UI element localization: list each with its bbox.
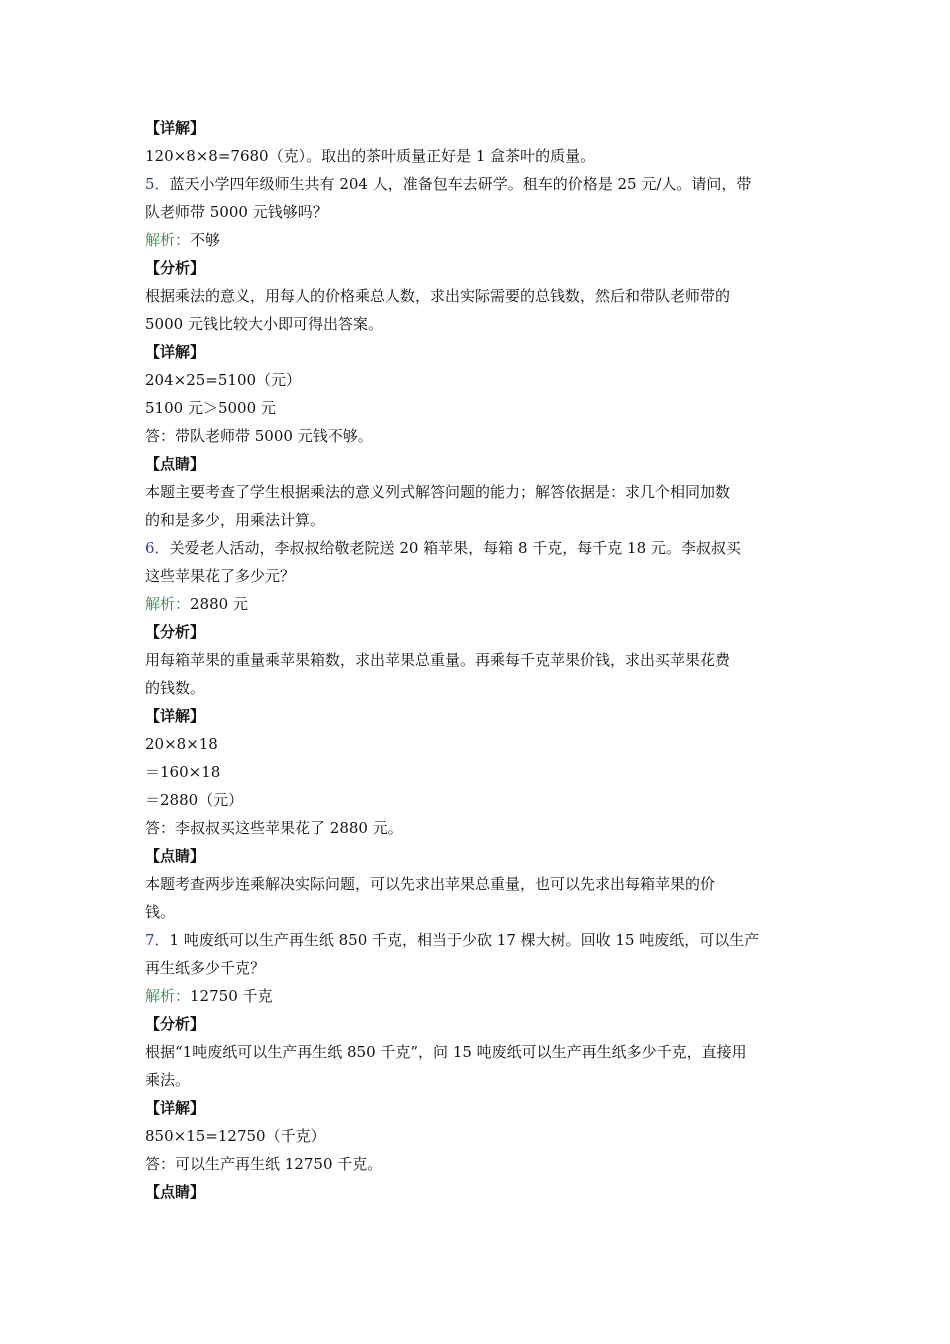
body-text-line: 5100 元＞5000 元 (145, 399, 276, 417)
question-line (145, 534, 815, 562)
body-text-line: 钱。 (145, 903, 176, 921)
question-number: 7． (145, 931, 170, 949)
analysis-prefix: 解析： (145, 987, 191, 1005)
answer-text: 不够 (190, 231, 221, 249)
section-label: 【详解】 (145, 707, 206, 725)
section-label: 【分析】 (145, 259, 206, 277)
answer-line (145, 226, 815, 254)
section-label: 【详解】 (145, 1099, 206, 1117)
body-text-line: 答：李叔叔买这些苹果花了 2880 元。 (145, 819, 403, 837)
body-text-line: 答：可以生产再生纸 12750 千克。 (145, 1155, 383, 1173)
body-text-line: 本题考查两步连乘解决实际问题，可以先求出苹果总重量，也可以先求出每箱苹果的价 (145, 875, 716, 893)
section-label: 【详解】 (145, 119, 206, 137)
section-label: 【分析】 (145, 623, 206, 641)
body-text-line: 本题主要考查了学生根据乘法的意义列式解答问题的能力；解答依据是：求几个相同加数 (145, 483, 731, 501)
body-text-line: ＝2880（元） (145, 791, 244, 809)
body-text-line: 再生纸多少千克？ (145, 959, 266, 977)
body-text-line: 这些苹果花了多少元？ (145, 567, 296, 585)
section-label: 【详解】 (145, 343, 206, 361)
section-label: 【点睛】 (145, 1183, 206, 1201)
body-text-line: 用每箱苹果的重量乘苹果箱数，求出苹果总重量。再乘每千克苹果价钱，求出买苹果花费 (145, 651, 731, 669)
question-number: 5． (145, 175, 170, 193)
body-text-line: ＝160×18 (145, 763, 221, 781)
body-text-line: 20×8×18 (145, 735, 218, 753)
body-text-line: 850×15=12750（千克） (145, 1127, 326, 1145)
body-text-line: 120×8×8=7680（克）。取出的茶叶质量正好是 1 盒茶叶的质量。 (145, 147, 596, 165)
answer-line (145, 982, 815, 1010)
body-text-line: 204×25=5100（元） (145, 371, 302, 389)
body-text-line: 根据“1吨废纸可以生产再生纸 850 千克”，问 15 吨废纸可以生产再生纸多少千克，直接用 (145, 1043, 747, 1061)
body-text-line: 答：带队老师带 5000 元钱不够。 (145, 427, 373, 445)
section-label: 【分析】 (145, 1015, 206, 1033)
body-text-line: 5000 元钱比较大小即可得出答案。 (145, 315, 383, 333)
question-line (145, 170, 815, 198)
body-text-line: 的和是多少，用乘法计算。 (145, 511, 326, 529)
question-text: 蓝天小学四年级师生共有 204 人，准备包车去研学。租车的价格是 25 元/人。请问，带 (169, 175, 752, 193)
body-text-line: 根据乘法的意义，用每人的价格乘总人数，求出实际需要的总钱数，然后和带队老师带的 (145, 287, 731, 305)
analysis-prefix: 解析： (145, 595, 191, 613)
answer-line (145, 590, 815, 618)
question-line (145, 926, 815, 954)
section-label: 【点睛】 (145, 847, 206, 865)
body-text-line: 的钱数。 (145, 679, 206, 697)
analysis-prefix: 解析： (145, 231, 191, 249)
body-text-line: 队老师带 5000 元钱够吗？ (145, 203, 328, 221)
document-page (145, 114, 815, 1206)
question-text: 关爱老人活动，李叔叔给敬老院送 20 箱苹果，每箱 8 千克，每千克 18 元。李叔叔买 (169, 539, 741, 557)
question-text: 1 吨废纸可以生产再生纸 850 千克，相当于少砍 17 棵大树。回收 15 吨废纸，可以生产 (169, 931, 760, 949)
answer-text: 12750 千克 (190, 987, 273, 1005)
section-label: 【点睛】 (145, 455, 206, 473)
body-text-line: 乘法。 (145, 1071, 191, 1089)
answer-text: 2880 元 (190, 595, 248, 613)
question-number: 6． (145, 539, 170, 557)
